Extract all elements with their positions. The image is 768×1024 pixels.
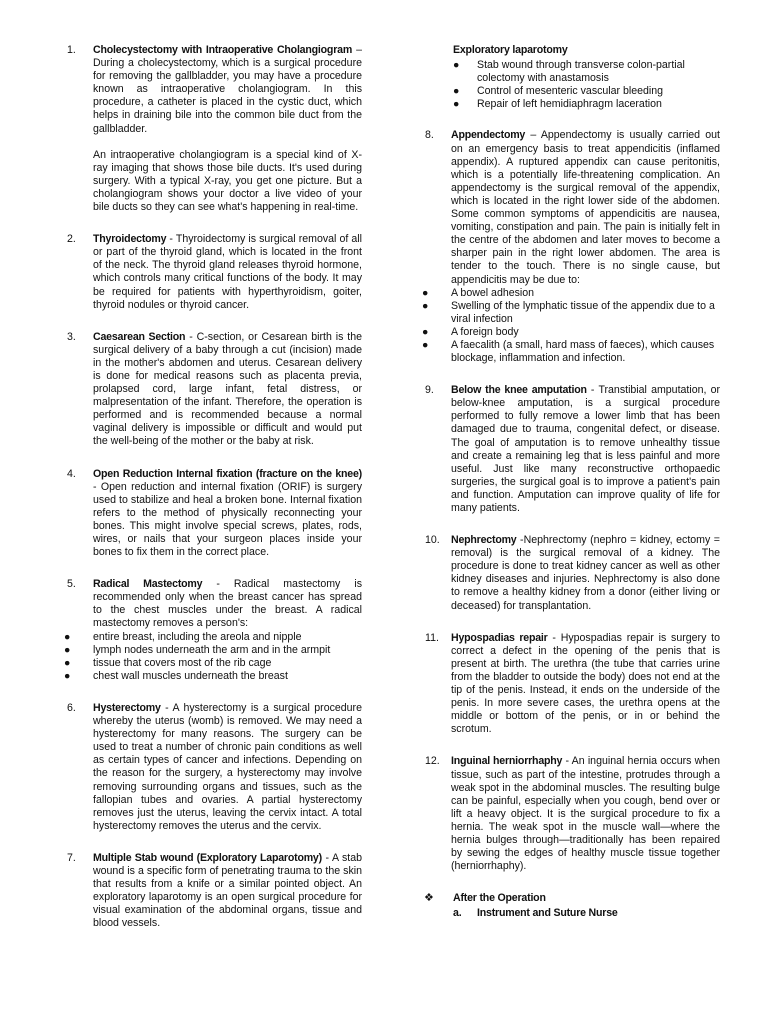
procedure-item-1: 1. Cholecystectomy with Intraoperative Cholangiogram – During a cholecystectomy, which is a surgical procedure for removing the gallbladder, you may have a procedure known as intraoperative cholangiogram. In this procedure, a catheter is placed in the cystic duct, which helps in draining bile into the common bile duct from the gallbladder. An intraoperative cholangiogram is a special kind of X-ray imaging that shows those bile ducts. It's used during surgery. With a typical X-ray, you get one picture. But a cholangiogram shows your doctor a live video of your bile ducts so they can see what's happening in real-time. bbox=[67, 44, 362, 214]
exploratory-laparotomy-block bbox=[420, 44, 720, 111]
item-number: 12. bbox=[425, 755, 440, 768]
item-number: 10. bbox=[425, 534, 440, 547]
diamond-bullet-icon: ❖ bbox=[424, 892, 434, 905]
item-title: Nephrectomy bbox=[451, 534, 517, 547]
bullet-icon: ● bbox=[453, 85, 460, 98]
bullet-icon: ● bbox=[64, 630, 71, 643]
list-item: ● lymph nodes underneath the arm and in the armpit bbox=[64, 643, 331, 656]
procedure-item-11: 11. Hypospadias repair - Hypospadias repair is surgery to correct a defect in the opening of the penis that is present at birth. The urethra (the tube that carries urine from the bladder to outside the body) does not end at the tip of the penis. Instead, it ends on the underside of the penis. In more severe cases, the urethra opens at the middle or bottom of the penis, or in or behind the scrotum. bbox=[425, 631, 720, 736]
list-item: ● chest wall muscles underneath the breast bbox=[64, 669, 288, 682]
item-title: Multiple Stab wound (Exploratory Laparotomy) bbox=[93, 851, 322, 864]
item-text: Thyroidectomy is surgical removal of all or part of the thyroid gland, which is located in the front of the neck. The thyroid gland releases thyroid hormone, which controls many critical functions of the body. It may be required for patients with hyperthyroidism, goiter, thyroid nodules or thyroid cancer. bbox=[93, 233, 362, 311]
bullet-icon: ● bbox=[64, 656, 71, 669]
item-title: Below the knee amputation bbox=[451, 384, 587, 397]
list-item: ● Control of mesenteric vascular bleeding bbox=[453, 85, 664, 98]
item-title: Appendectomy bbox=[451, 129, 526, 142]
item-number: 1. bbox=[67, 44, 76, 56]
item-number: 7. bbox=[67, 851, 76, 864]
procedure-item-12: 12. Inguinal herniorrhaphy - An inguinal hernia occurs when tissue, such as part of the intestine, protrudes through a weak spot in the abdominal muscles. The resulting bulge can be painful, especially when you cough, bend over or lift a heavy object. It is the surgical procedure to fix a hernia. The weak spot in the muscle wall—where the hernia bulges through—traditionally has been repaired by sewing the edges of healthy muscle tissue together (herniorrhaphy). bbox=[425, 755, 720, 873]
item-number: 5. bbox=[67, 578, 76, 591]
item-text: Open reduction and internal fixation (ORIF) is surgery used to stabilize and heal a broken bone. Internal fixation refers to the method of physically reconnecting your bones. This might involve special screws, plates, rods, wires, or nails that your surgeon places inside your bones to fix them in the correct place. bbox=[93, 480, 362, 559]
bullet-list bbox=[422, 286, 720, 366]
item-title: Hysterectomy bbox=[93, 701, 161, 714]
bullet-icon: ● bbox=[453, 98, 460, 111]
item-title: Thyroidectomy bbox=[93, 233, 167, 246]
procedure-item-5: 5. Radical Mastectomy - Radical mastectomy is recommended only when the breast cancer has spread to the chest muscles under the breast. A radical mastectomy removes a person's: ● entire breast, including the areola and nipple ● lymph nodes underneath the arm and in the armpit ● tissue that covers most of the rib cage ● chest wall muscles underneath the breast bbox=[64, 578, 362, 682]
bullet-list bbox=[453, 59, 720, 111]
bullet-icon: ● bbox=[422, 299, 429, 312]
item-text: A hysterectomy is a surgical procedure whereby the uterus (womb) is removed. We may need a hysterectomy for many reasons. The surgery can be used to treat a number of chronic pain conditions as well as certain types of cancer and infections. Depending on the reason for the surgery, a hysterectomy may involve removing surrounding organs and tissues, such as the fallopian tubes and ovaries. A partial hysterectomy removes just the uterus, leaving the cervix intact. A total hysterectomy removes the uterus and the cervix. bbox=[93, 701, 362, 832]
item-number: 8. bbox=[425, 129, 434, 142]
list-item: ● tissue that covers most of the rib cage bbox=[64, 656, 272, 669]
item-title: Open Reduction Internal fixation (fracture on the knee) bbox=[93, 467, 362, 480]
item-title: Inguinal herniorrhaphy bbox=[451, 755, 563, 768]
bullet-icon: ● bbox=[422, 325, 429, 338]
item-text: A stab wound is a specific form of penetrating trauma to the skin that results from a knife or a similar pointed object. An exploratory laparotomy is an open surgical procedure for visual examination of the abdominal organs, tissue and blood vessels. bbox=[93, 851, 362, 930]
procedure-item-7: 7. Multiple Stab wound (Exploratory Laparotomy) - A stab wound is a specific form of penetrating trauma to the skin that results from a knife or a similar pointed object. An exploratory laparotomy is an open surgical procedure for visual examination of the abdominal organs, tissue and blood vessels. bbox=[67, 851, 362, 930]
procedure-item-6: 6. Hysterectomy - A hysterectomy is a surgical procedure whereby the uterus (womb) is removed. We may need a hysterectomy for many reasons. The surgery can be used to treat a number of chronic pain conditions as well as certain types of cancer and infections. Depending on the reason for the surgery, a hysterectomy may involve removing surrounding organs and tissues, such as the fallopian tubes and ovaries. A partial hysterectomy removes just the uterus, leaving the cervix intact. A total hysterectomy removes the uterus and the cervix. bbox=[67, 701, 362, 832]
item-text: Transtibial amputation, or below-knee amputation, is a surgical procedure performed to fully remove a lower limb that has been damaged due to trauma, congenital defect, or disease. The goal of amputation is to remove unhealthy tissue and create a remaining leg that is less painful and more useful. Just like many reconstructive orthopaedic surgeries, the surgical goal is to improve a patient's pain and function. Amputation can improve quality of life for many patients. bbox=[451, 384, 720, 514]
procedure-item-10: 10. Nephrectomy -Nephrectomy (nephro = kidney, ectomy = removal) is the surgical removal of a kidney. The procedure is done to treat kidney cancer as well as other kidney diseases and injuries. Nephrectomy is also done to remove a healthy kidney from a donor (either living or deceased) for transplantation. bbox=[425, 534, 720, 612]
procedure-item-4: 4. Open Reduction Internal fixation (fracture on the knee) - Open reduction and internal fixation (ORIF) is surgery used to stabilize and heal a broken bone. Internal fixation refers to the method of physically reconnecting your bones. This might involve special screws, plates, rods, wires, or nails that your surgeon places inside your bones to fix them in the correct place. bbox=[67, 467, 362, 559]
section-heading: After the Operation bbox=[453, 892, 546, 905]
left-column bbox=[62, 44, 362, 949]
item-text: C-section, or Cesarean birth is the surgical delivery of a baby through a cut (incision) made in the mother's abdomen and uterus. Cesarean delivery is done for medical reasons such as placenta previa, prolapsed cord, large infant, fetal distress, or malpresentation of the infant. Therefore, the operation is performed and is recommended because a normal vaginal delivery is impossible or difficult and would put the well-being of the mother or the baby at risk. bbox=[93, 330, 363, 448]
list-item: ● entire breast, including the areola and nipple bbox=[64, 630, 302, 643]
item-text: Appendectomy is usually carried out on an emergency basis to treat appendicitis (inflamed appendix). A ruptured appendix can cause peritonitis, which is a potentially life-threatening complication. An appendectomy is the surgical removal of the appendix, which is located in the right lower side of the abdomen. Some common symptoms of appendicitis are nausea, vomiting, constipation and pain. The pain is initially felt in the centre of the abdomen and later moves to become a sharper pain in the right lower abdomen. The area is tender to the touch. There is no single cause, but appendicitis may be due to: bbox=[451, 129, 720, 286]
bullet-icon: ● bbox=[64, 669, 71, 682]
item-number: 6. bbox=[67, 701, 76, 714]
item-number: 11. bbox=[425, 631, 439, 644]
item-title: Cholecystectomy with Intraoperative Cholangiogram bbox=[93, 44, 353, 56]
bullet-icon: ● bbox=[422, 338, 429, 351]
procedure-item-8: 8. Appendectomy – Appendectomy is usually carried out on an emergency basis to treat appendicitis (inflamed appendix). A ruptured appendix can cause peritonitis, which is a potentially life-threatening complication. An appendectomy is the surgical removal of the appendix, which is located in the right lower side of the abdomen. Some common symptoms of appendicitis are nausea, vomiting, constipation and pain. The pain is initially felt in the centre of the abdomen and later moves to become a sharper pain in the right lower abdomen. The area is tender to the touch. There is no single cause, but appendicitis may be due to: ● A bowel adhesion ● Swelling of the lymphatic tissue of the appendix due to a viral infection ● A foreign body ● A faecalith (a small, hard mass of faeces), which causes blockage, inflammation and infection. bbox=[422, 129, 720, 365]
list-item: ● Swelling of the lymphatic tissue of the appendix due to a viral infection bbox=[422, 299, 715, 325]
procedure-item-9: 9. Below the knee amputation - Transtibial amputation, or below-knee amputation, is a surgical procedure performed to fully remove a lower limb that has been damaged due to trauma, congenital defect, or disease. The goal of amputation is to remove unhealthy tissue and create a remaining leg that is less painful and more useful. Just like many reconstructive orthopaedic surgeries, the surgical goal is to improve a patient's pain and function. Amputation can improve quality of life for many patients. bbox=[425, 384, 720, 514]
subsection-heading: a. Instrument and Suture Nurse bbox=[453, 907, 618, 920]
procedure-item-3: 3. Caesarean Section - C-section, or Cesarean birth is the surgical delivery of a baby through a cut (incision) made in the mother's abdomen and uterus. Cesarean delivery is done for medical reasons such as placenta previa, prolapsed cord, large infant, fetal distress, or malpresentation of the infant. Therefore, the operation is performed and is recommended because a normal vaginal delivery is impossible or difficult and would put the well-being of the mother or the baby at risk. bbox=[67, 330, 363, 448]
item-number: 9. bbox=[425, 384, 434, 397]
list-item: ● A bowel adhesion bbox=[422, 286, 535, 299]
section-heading: Exploratory laparotomy bbox=[453, 44, 568, 56]
item-number: 2. bbox=[67, 233, 76, 246]
item-text: Hypospadias repair is surgery to correct a defect in the opening of the penis that is present at birth. The urethra (the tube that carries urine from the bladder to outside the body) does not end at the tip of the penis. Instead, it ends on the underside of the penis. In more severe cases, the urethra opens at the middle or bottom of the penis, or in or behind the scrotum. bbox=[451, 631, 720, 736]
list-item: ● A faecalith (a small, hard mass of faeces), which causes blockage, inflammation and infection. bbox=[422, 338, 715, 365]
list-item: ● Repair of left hemidiaphragm laceration bbox=[453, 98, 662, 111]
item-text: An intraoperative cholangiogram is a special kind of X-ray imaging that shows those bile ducts. It's used during surgery. With a typical X-ray, you get one picture. But a cholangiogram shows your doctor a live video of your bile ducts so they can see what's happening in real-time. bbox=[93, 148, 362, 214]
list-item: ● Stab wound through transverse colon-partial colectomy with anastamosis bbox=[453, 59, 685, 85]
item-text: Nephrectomy (nephro = kidney, ectomy = removal) is the surgical removal of a kidney. The procedure is done to treat kidney cancer as well as other kidney diseases and injuries. Nephrectomy is also done to remove a healthy kidney from a donor (either living or deceased) for transplantation. bbox=[451, 534, 720, 612]
bullet-icon: ● bbox=[453, 59, 460, 72]
item-text: An inguinal hernia occurs when tissue, such as part of the intestine, protrudes through a weak spot in the abdominal muscles. The resulting bulge can be painful, especially when you cough, bend over or lift a heavy object. It is the surgical procedure to fix a hernia. The weak spot in the muscle wall—where the hernia bulges through—traditionally has been repaired by sewing the edges of healthy muscle tissue together (herniorrhaphy). bbox=[451, 755, 720, 873]
item-title: Caesarean Section bbox=[93, 330, 186, 343]
procedure-item-2: 2. Thyroidectomy - Thyroidectomy is surgical removal of all or part of the thyroid gland, which is located in the front of the neck. The thyroid gland releases thyroid hormone, which controls many critical functions of the body. It may be required for patients with hyperthyroidism, goiter, thyroid nodules or thyroid cancer. bbox=[67, 233, 362, 311]
item-number: 4. bbox=[67, 467, 76, 480]
list-item: ● A foreign body bbox=[422, 325, 519, 338]
item-title: Radical Mastectomy bbox=[93, 578, 203, 591]
right-column bbox=[420, 44, 720, 920]
bullet-icon: ● bbox=[64, 643, 71, 656]
item-text: Radical mastectomy is recommended only when the breast cancer has spread to the chest muscles under the breast. A radical mastectomy removes a person's: bbox=[93, 578, 362, 630]
item-title: Hypospadias repair bbox=[451, 631, 548, 644]
after-operation-section bbox=[420, 892, 720, 920]
item-text: During a cholecystectomy, which is a surgical procedure for removing the gallbladder, you may have a procedure known as intraoperative cholangiogram. In this procedure, a catheter is placed in the cystic duct, which helps in draining bile into the common bile duct from the gallbladder. bbox=[93, 57, 362, 135]
bullet-icon: ● bbox=[422, 286, 429, 299]
item-number: 3. bbox=[67, 330, 76, 343]
